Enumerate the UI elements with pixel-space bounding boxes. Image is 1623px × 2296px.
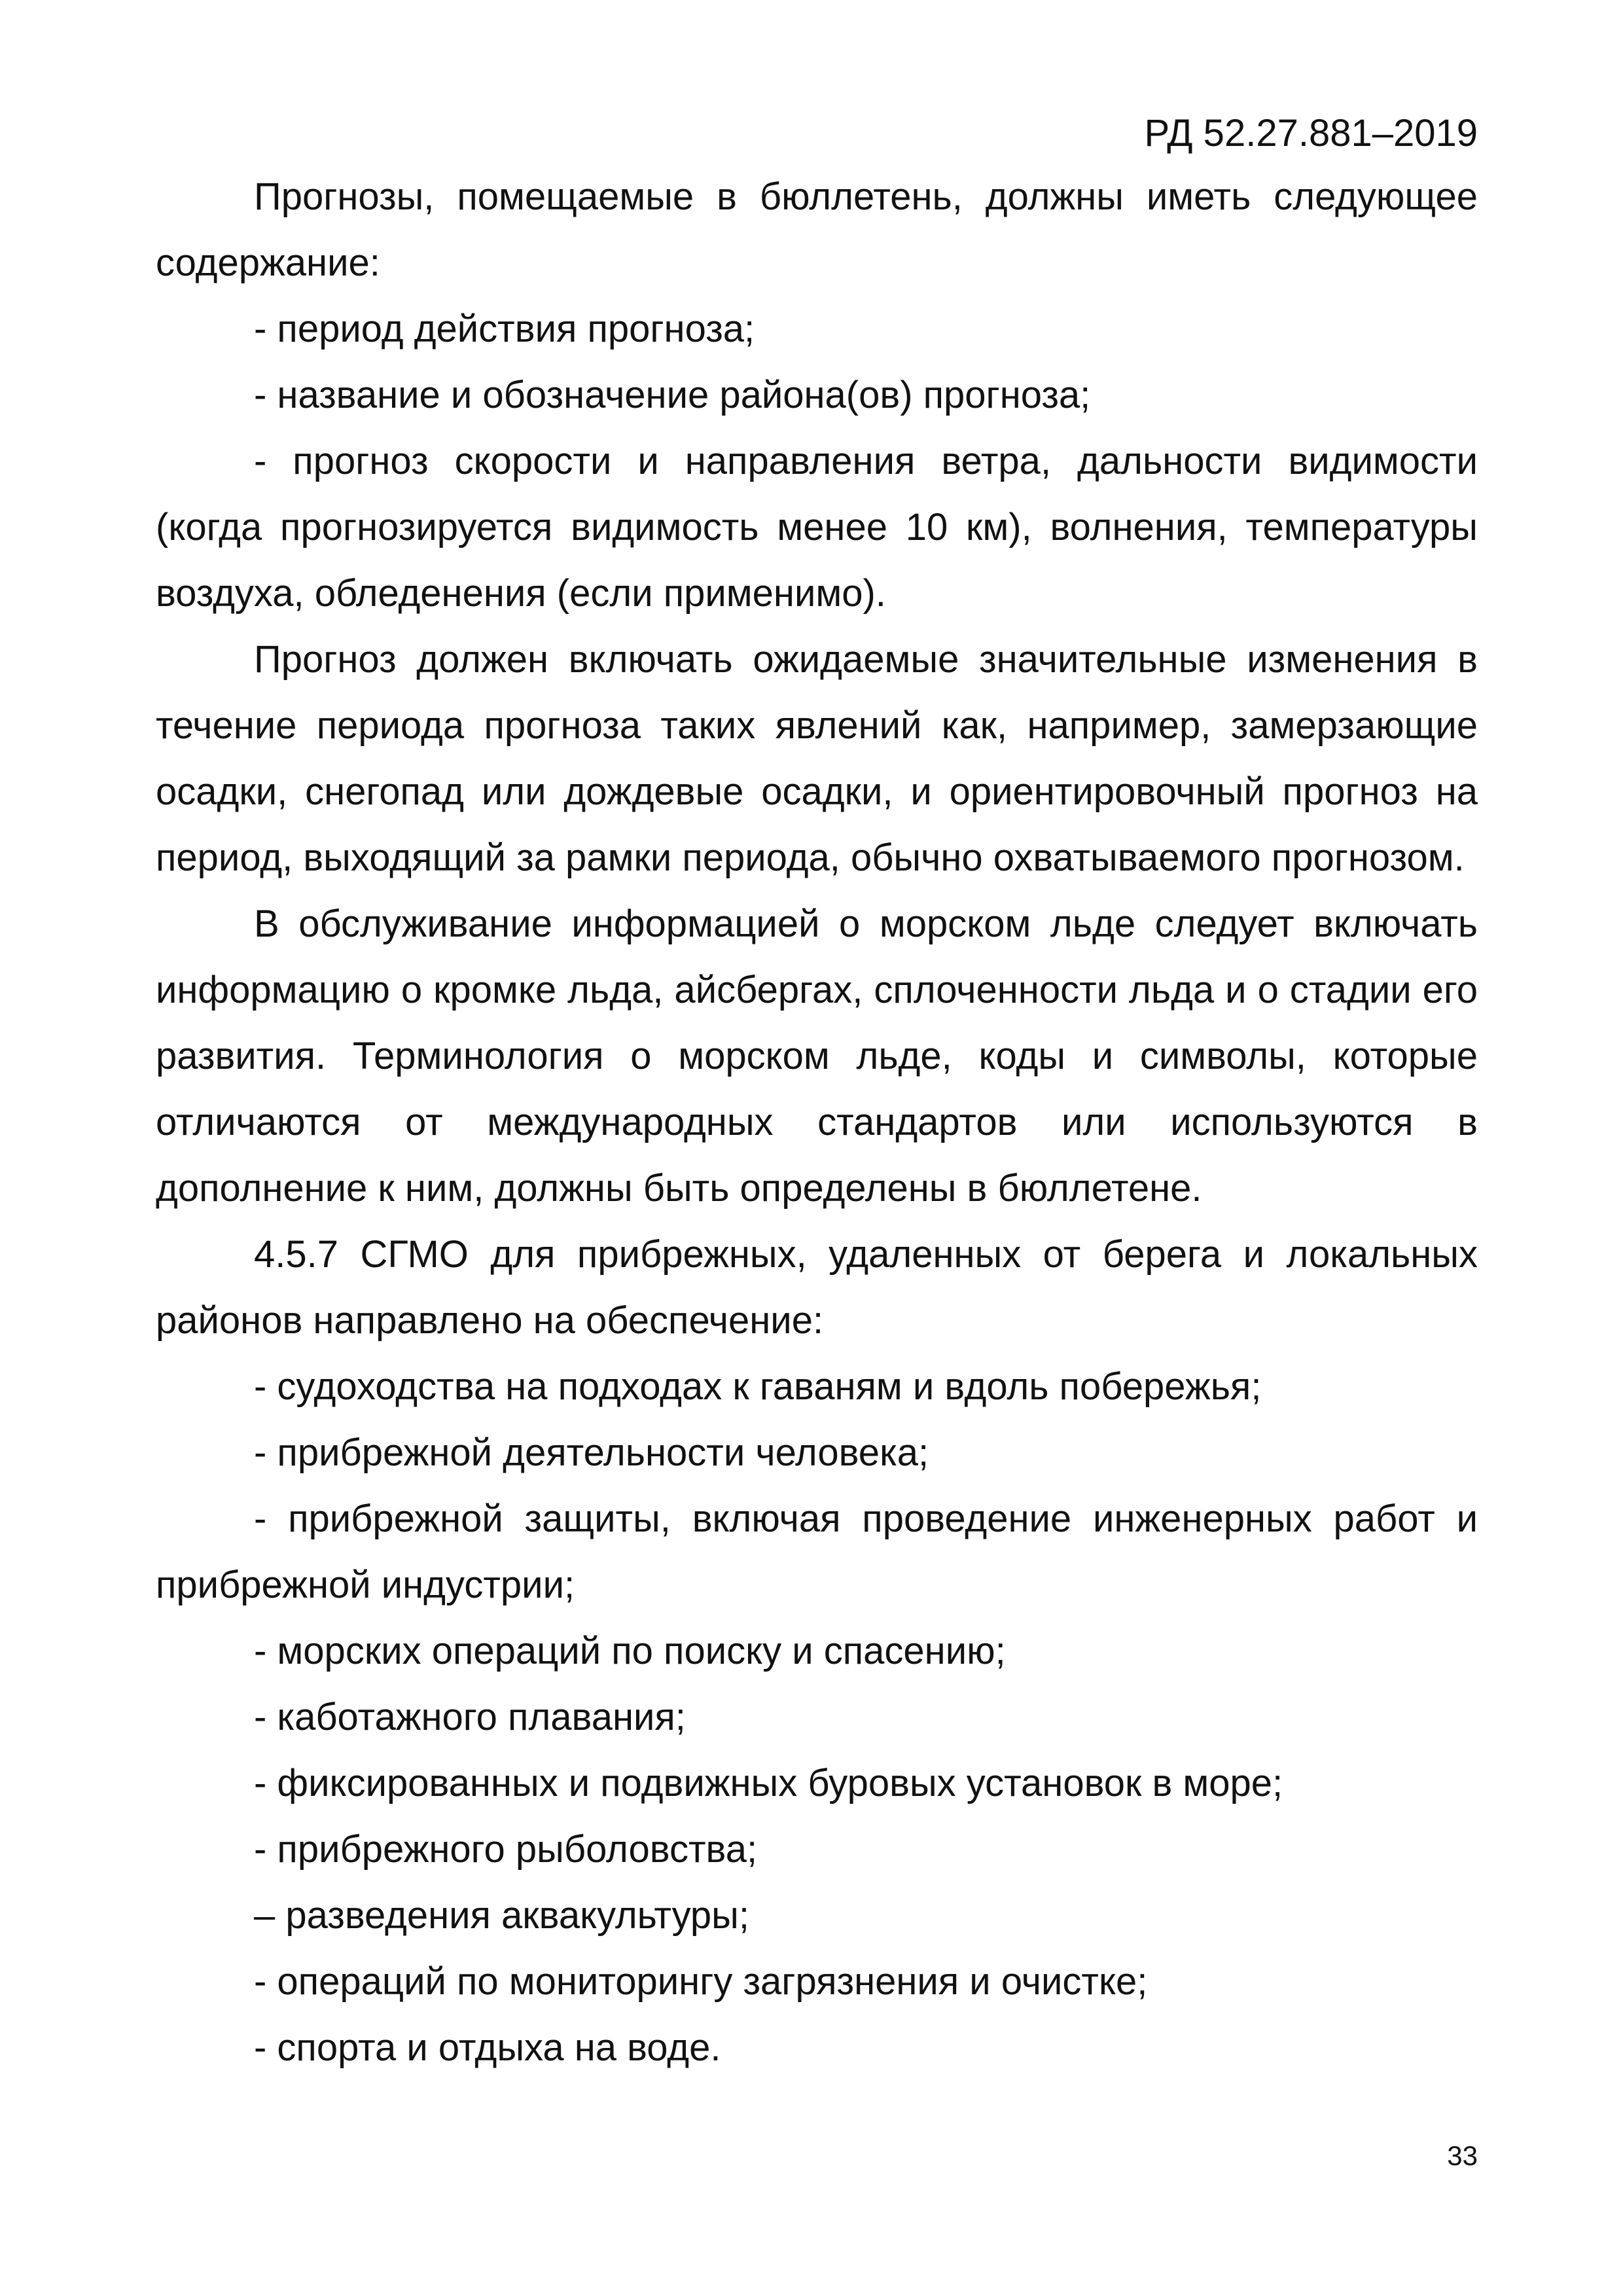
list-item-navigation: - судоходства на подходах к гаваням и вдоль побережья; <box>254 1365 1262 1408</box>
list-item-coastal-protection: - прибрежной защиты, включая проведение инженерных работ и прибрежной индустрии; <box>156 1498 1478 1606</box>
list-item-aquaculture: – разведения аквакультуры; <box>254 1894 749 1937</box>
paragraph-section-4-5-7: 4.5.7 СГМО для прибрежных, удаленных от берега и локальных районов направлено на обеспечение: <box>156 1233 1478 1342</box>
document-body <box>156 164 1478 2081</box>
list-item-coastal-activity: - прибрежной деятельности человека; <box>254 1431 929 1474</box>
list-item-coastal-shipping: - каботажного плавания; <box>254 1696 686 1738</box>
list-item-forecast-parameters: - прогноз скорости и направления ветра, дальности видимости (когда прогнозируется видимость менее 10 км), волнения, температуры воздуха, обледенения (если применимо). <box>156 440 1478 615</box>
paragraph-forecast-content-intro: Прогнозы, помещаемые в бюллетень, должны иметь следующее содержание: <box>156 175 1478 284</box>
list-item-pollution-monitoring: - операций по мониторингу загрязнения и очистке; <box>254 1960 1148 2003</box>
list-item-forecast-period: - период действия прогноза; <box>254 308 755 350</box>
document-code-header: РД 52.27.881–2019 <box>1144 112 1478 154</box>
list-item-water-sports: - спорта и отдыха на воде. <box>254 2026 721 2069</box>
page-number: 33 <box>1447 2140 1478 2171</box>
list-item-search-and-rescue: - морских операций по поиску и спасению; <box>254 1630 1006 1672</box>
paragraph-sea-ice-information: В обслуживание информацией о морском льде следует включать информацию о кромке льда, айсбергах, сплоченности льда и о стадии его развития. Терминология о морском льде, коды и символы, которые отличаются от международных стандартов или используются в дополнение к ним, должны быть определены в бюллетене. <box>156 903 1478 1210</box>
list-item-drilling-rigs: - фиксированных и подвижных буровых установок в море; <box>254 1762 1283 1804</box>
list-item-forecast-area: - название и обозначение района(ов) прогноза; <box>254 374 1091 416</box>
list-item-coastal-fishing: - прибрежного рыболовства; <box>254 1828 758 1871</box>
paragraph-significant-changes: Прогноз должен включать ожидаемые значительные изменения в течение периода прогноза таких явлений как, например, замерзающие осадки, снегопад или дождевые осадки, и ориентировочный прогноз на период, выходящий за рамки периода, обычно охватываемого прогнозом. <box>156 638 1478 879</box>
